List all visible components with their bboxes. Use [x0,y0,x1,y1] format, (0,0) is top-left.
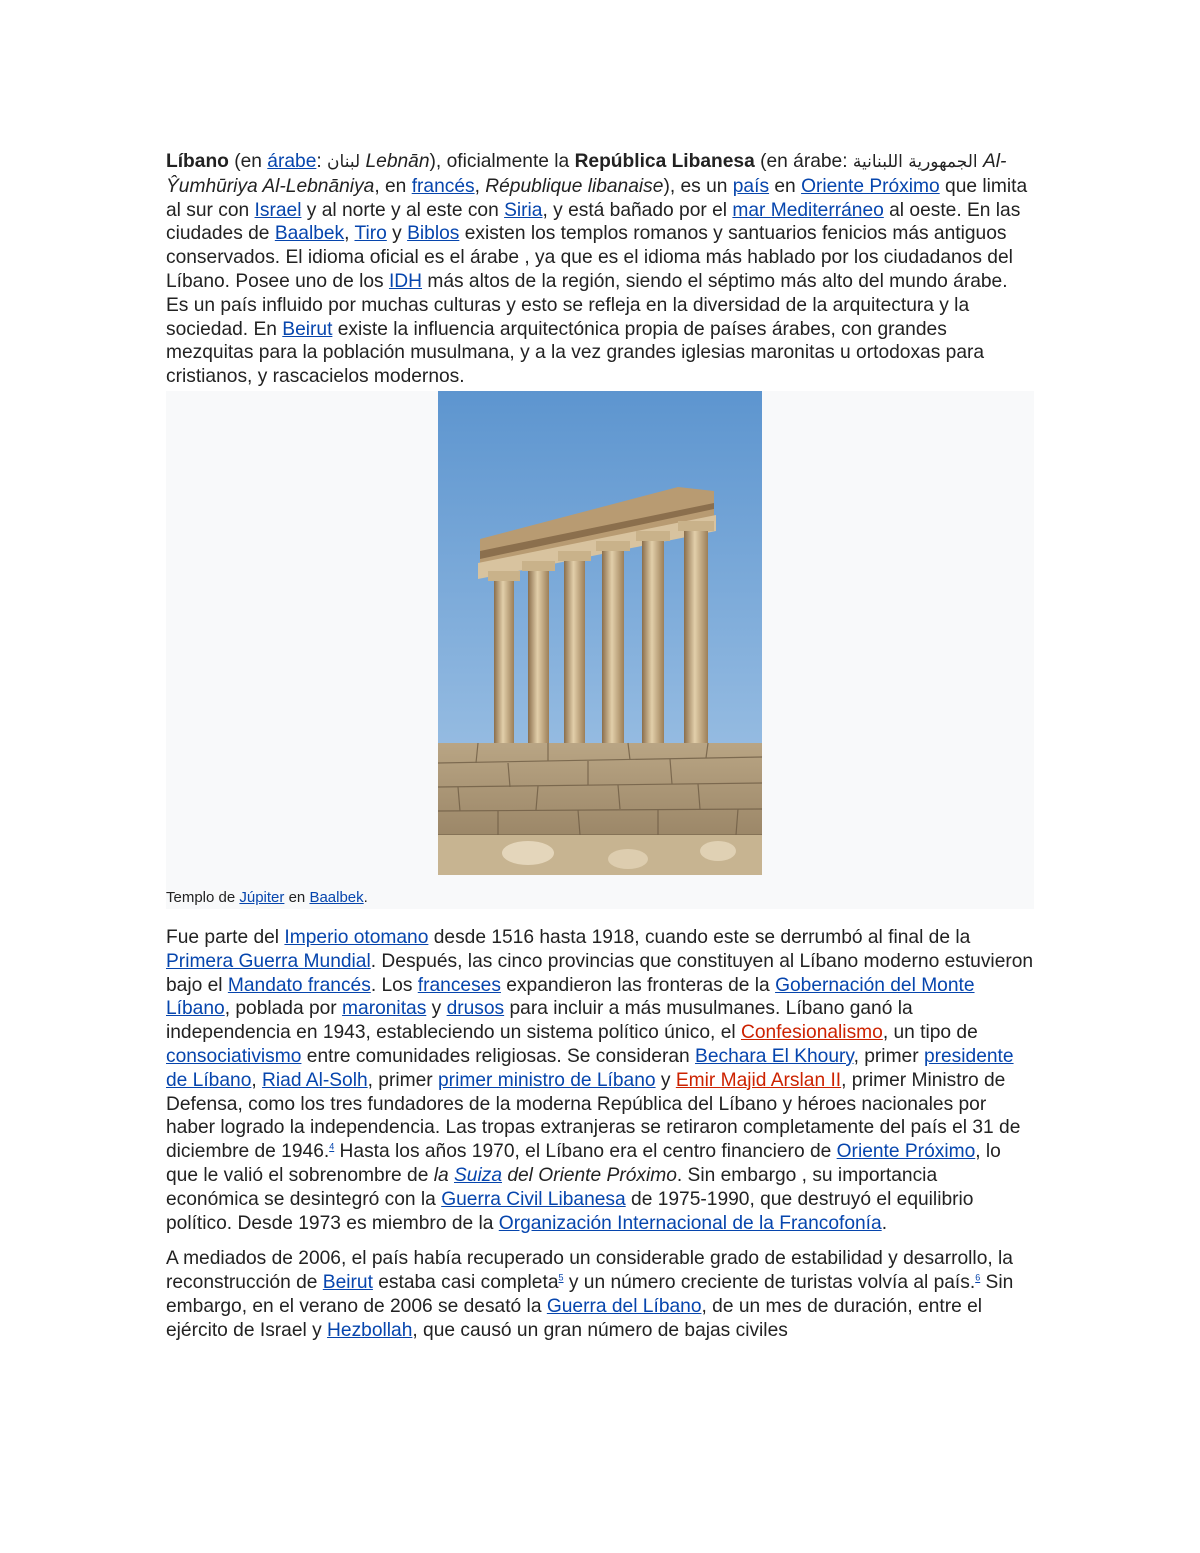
link-franceses[interactable]: franceses [417,974,501,996]
link-emir-majid-arslan[interactable]: Emir Majid Arslan II [675,1069,842,1091]
nickname-suffix: del Oriente Próximo [502,1164,677,1186]
link-consociativismo[interactable]: consociativismo [166,1045,302,1067]
paragraph-history: Fue parte del Imperio otomano desde 1516 hasta 1918, cuando este se derrumbó al final de la Primera Guerra Mundial. Después, las cinco provincias que constituyen al Líbano moderno estuvieron bajo el Mandato francés. Los franceses expandieron las fronteras de la Gobernación del Monte Líbano, poblada por maronitas y drusos para incluir a más musulmanes. Líbano ganó la independencia en 1943, estableciendo un sistema político único, el Confesionalismo, un tipo de consociativismo entre comunidades religiosas. Se consideran Bechara El Khoury, primer presidente de Líbano, Riad Al-Solh, primer primer ministro de Líbano y Emir Majid Arslan II, primer Ministro de Defensa, como los tres fundadores de la moderna República del Líbano y héroes nacionales por haber logrado la independencia. Las tropas extranjeras se retiraron completamente del país el 31 de diciembre de 1946.$^4$ Hasta los años 1970, el Líbano era el centro financiero de Oriente Próximo, lo que le valió el sobrenombre de la Suiza del Oriente Próximo. Sin embargo , su importancia económica se desintegró con la Guerra Civil Libanesa de 1975-1990, que destruyó el equilibrio político. Desde 1973 es miembro de la Organización Internacional de la Francofonía. [166,926,1034,1234]
reference-4[interactable]: 4 [329,1141,335,1152]
link-gobernacion-monte-libano[interactable]: Gobernación del Monte Líbano [166,974,975,1020]
transliteration-official: Al-Ŷumhūriya Al-Lebnāniya [166,151,1007,197]
link-guerra-civil-libanesa[interactable]: Guerra Civil Libanesa [441,1188,626,1210]
link-mar-mediterraneo[interactable]: mar Mediterráneo [732,199,884,221]
link-israel[interactable]: Israel [254,199,302,221]
link-mandato-frances[interactable]: Mandato francés [227,974,371,996]
link-presidente-de-libano[interactable]: presidente de Líbano [166,1045,1014,1091]
reference-5[interactable]: 5 [558,1272,564,1283]
link-suiza[interactable]: Suiza [454,1164,502,1186]
link-oriente-proximo[interactable]: Oriente Próximo [801,175,940,197]
link-tiro[interactable]: Tiro [354,223,387,245]
link-guerra-del-libano[interactable]: Guerra del Líbano [546,1295,702,1317]
link-siria[interactable]: Siria [504,199,543,221]
link-riad-al-solh[interactable]: Riad Al-Solh [262,1069,368,1091]
paragraph-intro: Líbano (en árabe: لبنان Lebnān), oficialmente la República Libanesa (en árabe: الجمهورية اللبنانية Al-Ŷumhūriya Al-Lebnāniya, en francés, République libanaise), es un país en Oriente Próximo que limita al sur con Israel y al norte y al este con Siria, y está bañado por el mar Mediterráneo al oeste. En las ciudades de Baalbek, Tiro y Biblos existen los templos romanos y santuarios fenicios más antiguos conservados. El idioma oficial es el árabe , ya que es el idioma más hablado por los ciudadanos del Líbano. Posee uno de los IDH más altos de la región, siendo el séptimo más alto del mundo árabe. Es un país influido por muchas culturas y esto se refleja en la diversidad de la arquitectura y la sociedad. En Beirut existe la influencia arquitectónica propia de países árabes, con grandes mezquitas para la población musulmana, y a la vez grandes iglesias maronitas u ortodoxas para cristianos, y rascacielos modernos. [166,151,1028,388]
french-name: République libanaise [485,175,664,197]
temple-photo[interactable] [438,391,762,875]
link-beirut[interactable]: Beirut [282,318,333,340]
link-idh[interactable]: IDH [388,270,423,292]
article-body [166,150,1034,1343]
link-caption-baalbek[interactable]: Baalbek [309,888,364,906]
link-frances[interactable]: francés [411,175,475,197]
figure-temple [166,391,1034,909]
link-drusos[interactable]: drusos [446,998,505,1020]
transliteration-lebnan: Lebnān [365,151,430,172]
link-hezbollah[interactable]: Hezbollah [327,1319,413,1341]
link-maronitas[interactable]: maronitas [342,998,427,1020]
link-biblos[interactable]: Biblos [407,223,460,245]
link-pais[interactable]: país [732,175,770,197]
official-name: República Libanesa [574,151,755,172]
link-baalbek[interactable]: Baalbek [274,223,345,245]
nickname-prefix: la [433,1164,454,1186]
link-arabe[interactable]: árabe [267,151,317,172]
link-beirut-2[interactable]: Beirut [322,1272,373,1294]
figure-caption: Templo de Júpiter en Baalbek. [166,888,368,906]
paragraph-2006: A mediados de 2006, el país había recuperado un considerable grado de estabilidad y desarrollo, la reconstrucción de Beirut estaba casi completa$^5$ y un número creciente de turistas volvía al país.$^6$ Sin embargo, en el verano de 2006 se desató la Guerra del Líbano, de un mes de duración, entre el ejército de Israel y Hezbollah, que causó un gran número de bajas civiles [166,1248,1014,1341]
link-confesionalismo[interactable]: Confesionalismo [740,1022,883,1044]
link-imperio-otomano[interactable]: Imperio otomano [284,926,429,948]
link-organizacion-francofonia[interactable]: Organización Internacional de la Francofonía [498,1212,882,1234]
arabic-name: لبنان [327,152,361,172]
link-oriente-proximo-2[interactable]: Oriente Próximo [836,1141,976,1163]
reference-6[interactable]: 6 [975,1272,981,1283]
link-bechara-el-khoury[interactable]: Bechara El Khoury [695,1045,854,1067]
temple-of-jupiter-image [438,391,762,875]
title-libano: Líbano [166,151,229,172]
arabic-official-name: الجمهورية اللبنانية [852,152,978,172]
link-primera-guerra-mundial[interactable]: Primera Guerra Mundial [166,950,371,972]
link-jupiter[interactable]: Júpiter [239,888,285,906]
link-primer-ministro-de-libano[interactable]: primer ministro de Líbano [438,1069,656,1091]
